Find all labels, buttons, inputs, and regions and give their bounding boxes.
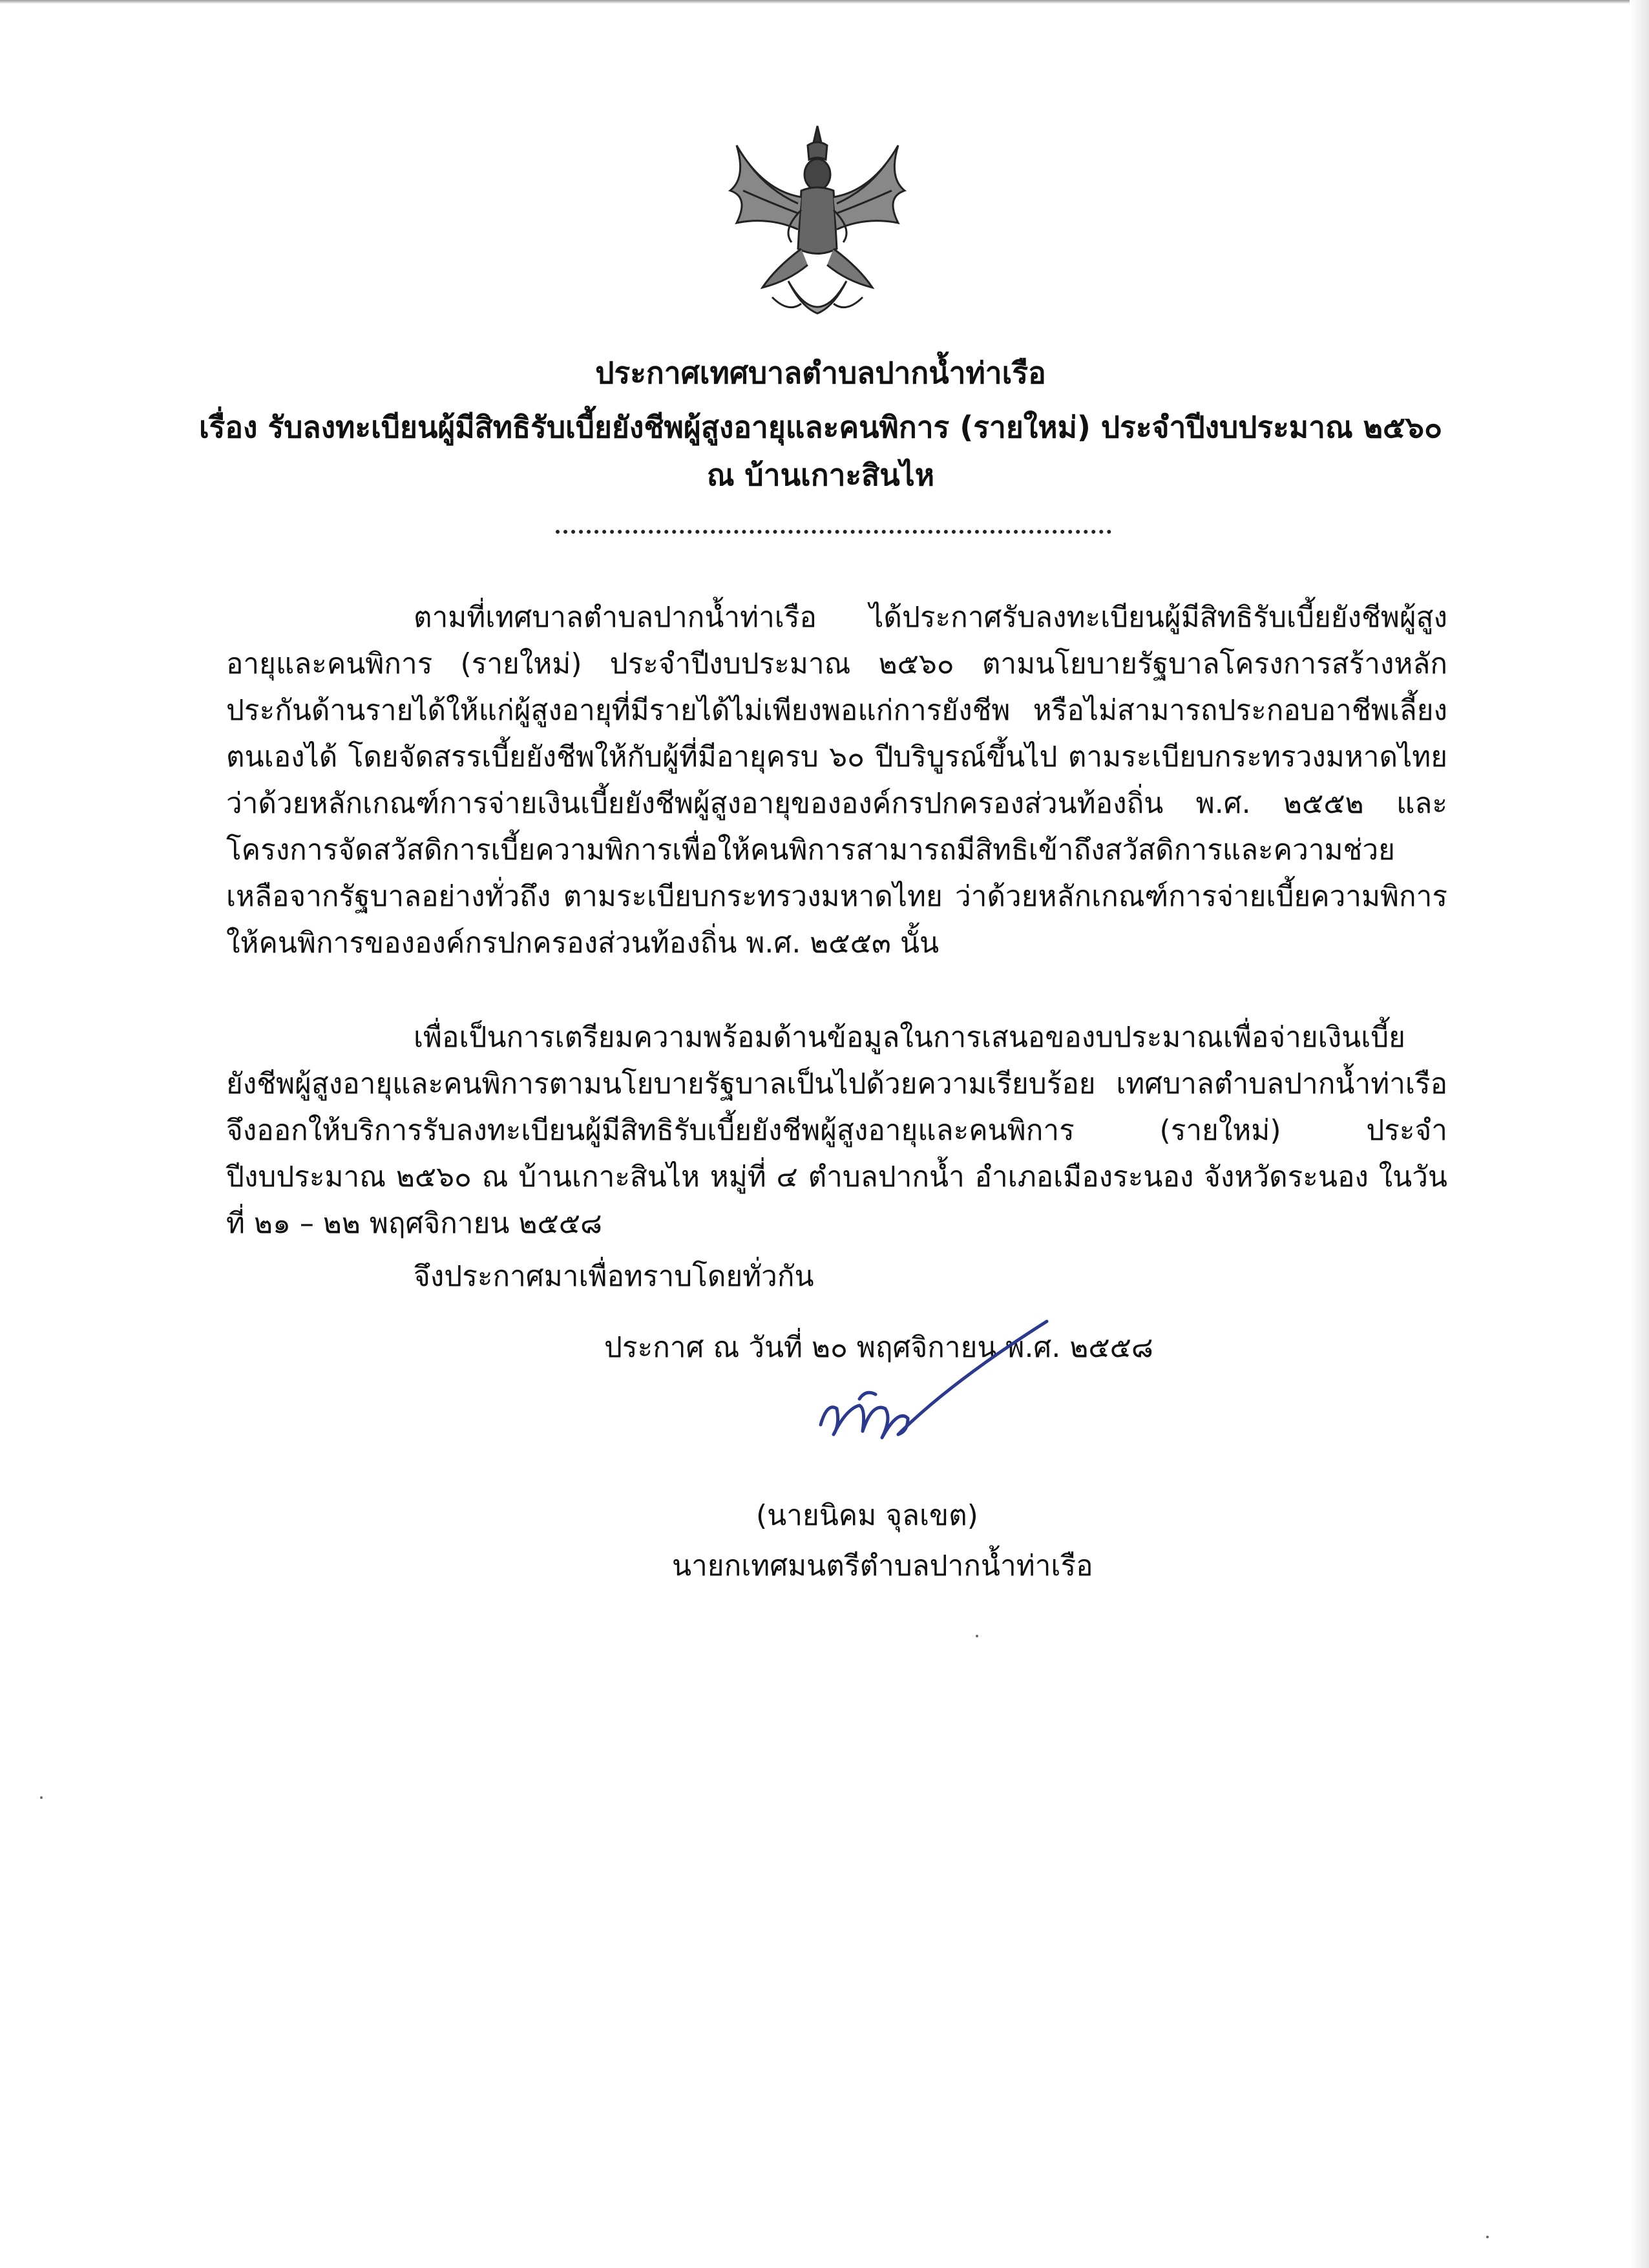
scan-speck (1486, 2236, 1489, 2238)
body-paragraph-1: ตามที่เทศบาลตำบลปากน้ำท่าเรือ ได้ประกาศรับลงทะเบียนผู้มีสิทธิรับเบี้ยยังชีพผู้สูงอายุและคนพิการ (รายใหม่) ประจำปีงบประมาณ ๒๕๖๐ ตามนโยบายรัฐบาลโครงการสร้างหลักประกันด้านรายได้ให้แก่ผู้สูงอายุที่มีรายได้ไม่เพียงพอแก่การยังชีพ หรือไม่สามารถประกอบอาชีพเลี้ยงตนเองได้ โดยจัดสรรเบี้ยยังชีพให้กับผู้ที่มีอายุครบ ๖๐ ปีบริบูรณ์ขึ้นไป ตามระเบียบกระทรวงมหาดไทย ว่าด้วยหลักเกณฑ์การจ่ายเงินเบี้ยยังชีพผู้สูงอายุขององค์กรปกครองส่วนท้องถิ่น พ.ศ. ๒๕๕๒ และโครงการจัดสวัสดิการเบี้ยความพิการเพื่อให้คนพิการสามารถมีสิทธิเข้าถึงสวัสดิการและความช่วยเหลือจากรัฐบาลอย่างทั่วถึง ตามระเบียบกระทรวงมหาดไทย ว่าด้วยหลักเกณฑ์การจ่ายเบี้ยความพิการให้คนพิการขององค์กรปกครองส่วนท้องถิ่น พ.ศ. ๒๕๕๓ นั้น (226, 601, 1447, 960)
signer-name: (นายนิคม จุลเขต) (756, 1499, 978, 1532)
body-paragraph-2: เพื่อเป็นการเตรียมความพร้อมด้านข้อมูลในการเสนอของบประมาณเพื่อจ่ายเงินเบี้ยยังชีพผู้สูงอายุและคนพิการตามนโยบายรัฐบาลเป็นไปด้วยความเรียบร้อย เทศบาลตำบลปากน้ำท่าเรือจึงออกให้บริการรับลงทะเบียนผู้มีสิทธิรับเบี้ยยังชีพผู้สูงอายุและคนพิการ (รายใหม่) ประจำปีงบประมาณ ๒๕๖๐ ณ บ้านเกาะสินไห หมู่ที่ ๔ ตำบลปากน้ำ อำเภอเมืองระนอง จังหวัดระนอง ในวันที่ ๒๑ – ๒๒ พฤศจิกายน ๒๕๕๘ (226, 1021, 1447, 1240)
scan-speck (40, 1796, 43, 1799)
garuda-emblem-icon (711, 120, 924, 333)
announcement-location: ณ บ้านเกาะสินไห (706, 457, 935, 492)
scan-edge-right (1630, 0, 1649, 2268)
announcement-subject: เรื่อง รับลงทะเบียนผู้มีสิทธิรับเบี้ยยังชีพผู้สูงอายุและคนพิการ (รายใหม่) ประจำปีงบประมาณ ๒๕๖๐ (198, 410, 1443, 445)
scan-edge-top (0, 0, 1649, 4)
signer-position: นายกเทศมนตรีตำบลปากน้ำท่าเรือ (672, 1549, 1093, 1582)
dotted-divider (556, 530, 1111, 534)
closing-statement: จึงประกาศมาเพื่อทราบโดยทั่วกัน (414, 1260, 814, 1293)
handwritten-signature (801, 1312, 1073, 1467)
announcement-title: ประกาศเทศบาลตำบลปากน้ำท่าเรือ (595, 355, 1046, 390)
announcement-date: ประกาศ ณ วันที่ ๒๐ พฤศจิกายน พ.ศ. ๒๕๕๘ (604, 1331, 1153, 1364)
scan-speck (976, 1635, 978, 1637)
